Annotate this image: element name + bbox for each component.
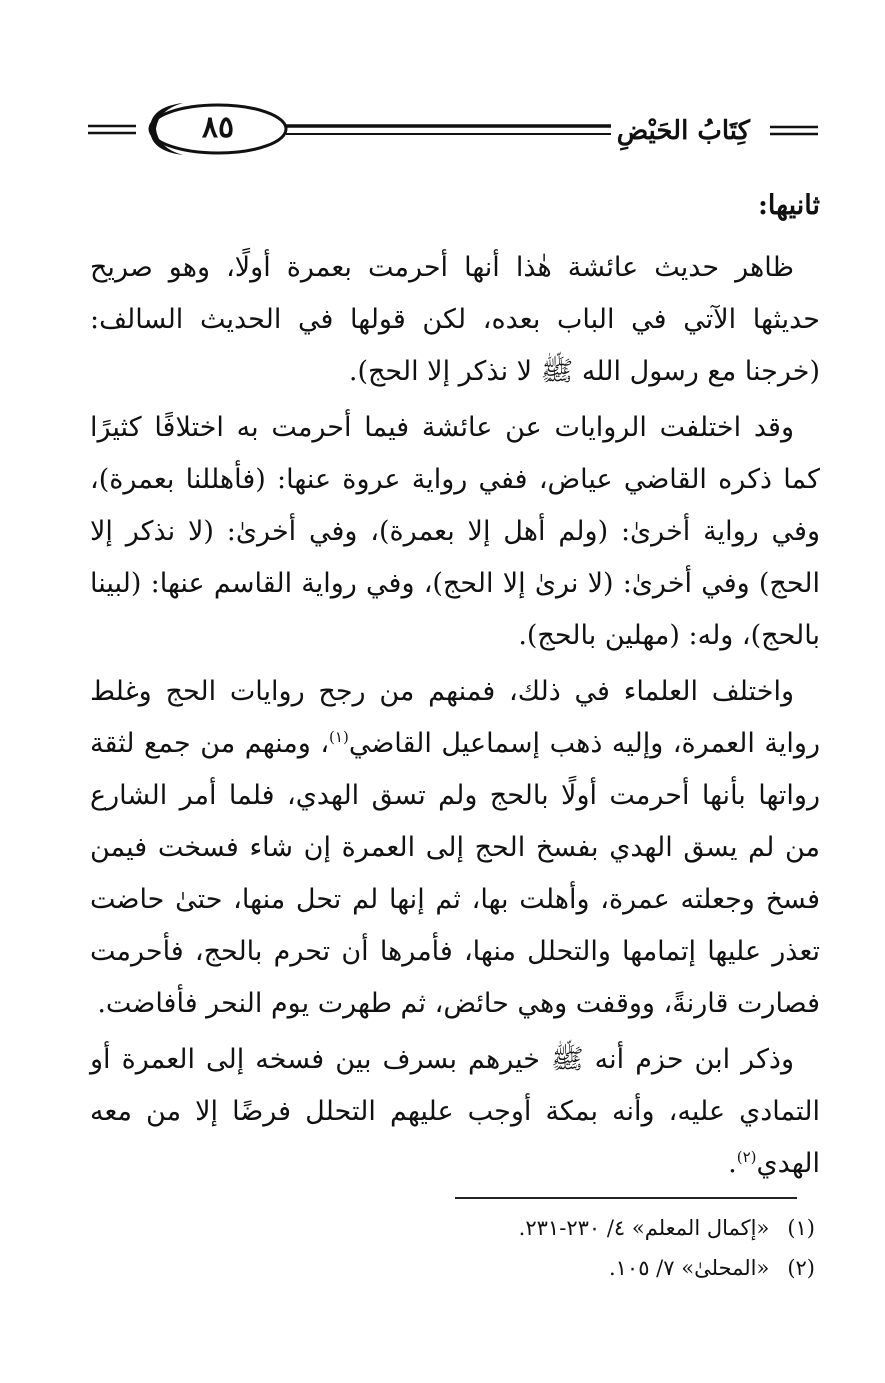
paragraph-2: وقد اختلفت الروايات عن عائشة فيما أحرمت به اختلافًا كثيرًا كما ذكره القاضي عياض، ففي رواية عروة عنها: (فأهللنا بعمرة)، وفي رواية أخرىٰ: (ولم أهل إلا بعمرة)، وفي أخرىٰ: (لا نذكر إلا الحج) وفي أخرىٰ: (لا نرىٰ إلا الحج)، وفي رواية القاسم عنها: (لبينا بالحج)، وله: (مهلين بالحج). [90, 412, 820, 651]
footnote-1 [95, 1208, 815, 1248]
paragraph-3 [90, 666, 820, 1030]
footnote-2 [95, 1248, 815, 1288]
paragraph-1: ظاهر حديث عائشة هٰذا أنها أحرمت بعمرة أولًا، وهو صريح حديثها الآتي في الباب بعده، لكن قولها في الحديث السالف: (خرجنا مع رسول الله ﷺ لا نذكر إلا الحج). [90, 252, 820, 387]
footnote-2-number: (٢) [787, 1256, 815, 1280]
main-text [90, 180, 820, 1194]
page-number: ٨٥ [201, 110, 235, 145]
paragraph-4-text-a: وذكر ابن حزم أنه ﷺ خيرهم بسرف بين فسخه إلى العمرة أو التمادي عليه، وأنه بمكة أوجب عليهم التحلل فرضًا إلا من معه الهدي [90, 1044, 820, 1179]
section-heading: ثانيها: [757, 190, 820, 221]
chapter-title: كِتَابُ الحَيْضِ [611, 114, 756, 148]
footnotes [95, 1208, 815, 1288]
footnote-ref-1: (١) [329, 728, 349, 746]
footnote-ref-2: (٢) [736, 1148, 757, 1166]
paragraph-3-text-b: ، ومنهم من جمع لثقة رواتها بأنها أحرمت أولًا بالحج ولم تسق الهدي، فلما أمر الشارع من لم يسق الهدي بفسخ الحج إلى العمرة إن شاء فسخت فيمن فسخ وجعلته عمرة، وأهلت بها، ثم إنها لم تحل منها، حتىٰ حاضت تعذر عليها إتمامها والتحلل منها، فأمرها أن تحرم بالحج، فأحرمت فصارت قارنةً، ووقفت وهي حائض، ثم طهرت يوم النحر فأفاضت. [90, 728, 820, 1019]
footnote-1-number: (١) [787, 1216, 815, 1240]
paragraph-4-text-b: . [728, 1148, 737, 1179]
footnote-separator [455, 1197, 797, 1199]
paragraph-3-text-a: واختلف العلماء في ذلك، فمنهم من رجح روايات الحج وغلط رواية العمرة، وإليه ذهب إسماعيل القاضي [90, 676, 820, 759]
footnote-1-text: «إكمال المعلم» ٤/ ٢٣٠-٢٣١. [518, 1216, 770, 1240]
footnote-2-text: «المحلىٰ» ٧/ ١٠٥. [608, 1256, 770, 1280]
paragraph-4 [90, 1034, 820, 1190]
page-header [88, 100, 818, 160]
